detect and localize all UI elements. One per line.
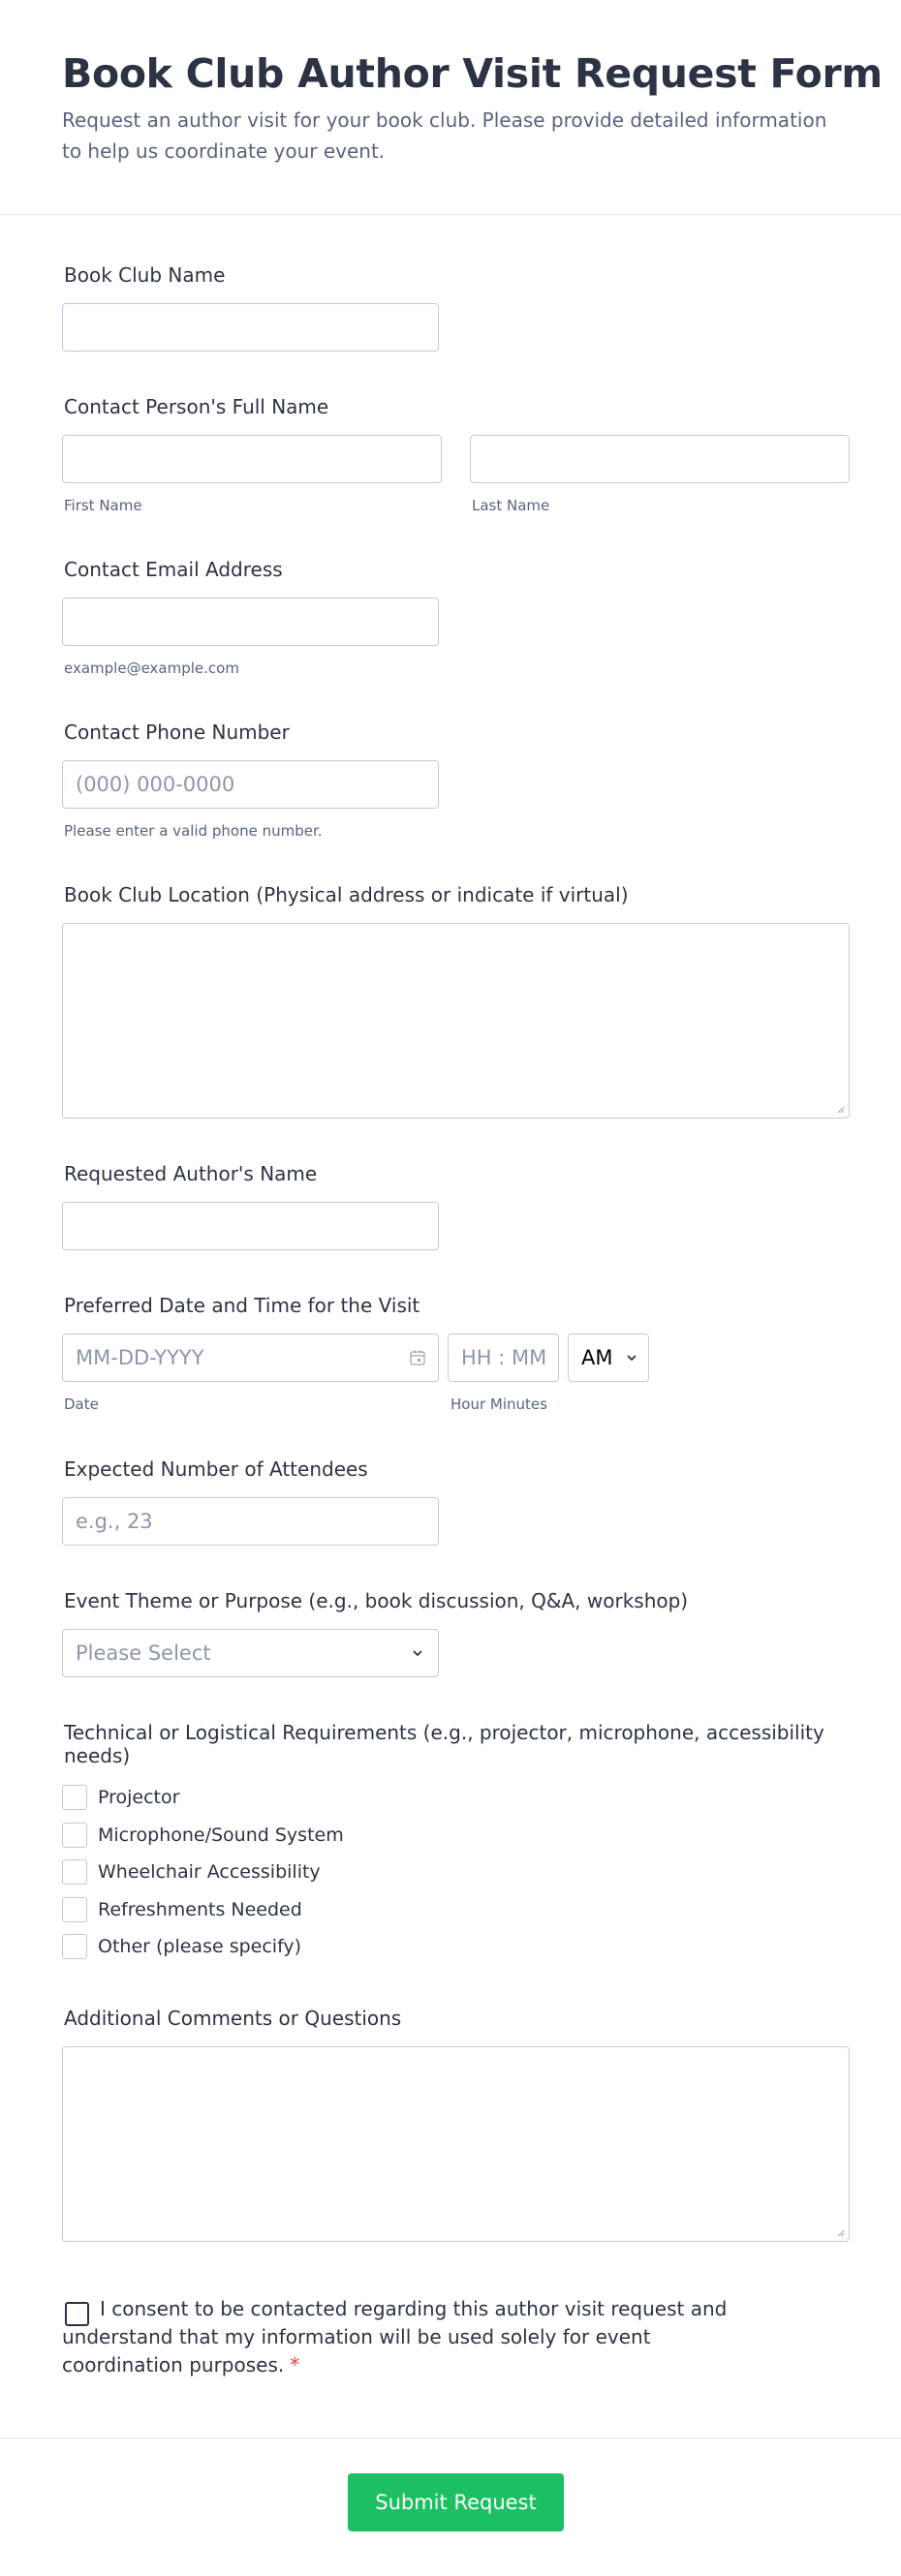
resize-grip-icon[interactable] bbox=[835, 2227, 845, 2237]
book-club-name-label: Book Club Name bbox=[64, 263, 226, 287]
checkbox-label[interactable]: Refreshments Needed bbox=[98, 1899, 302, 1920]
checkbox[interactable] bbox=[62, 1934, 87, 1959]
required-asterisk: * bbox=[290, 2353, 300, 2377]
theme-select[interactable] bbox=[62, 1629, 439, 1677]
last-name-sublabel: Last Name bbox=[472, 497, 550, 514]
email-sublabel: example@example.com bbox=[64, 659, 239, 677]
time-input[interactable]: HH : MM bbox=[448, 1334, 559, 1382]
email-label: Contact Email Address bbox=[64, 558, 283, 581]
last-name-input[interactable] bbox=[470, 435, 850, 483]
page-subtitle: Request an author visit for your book club. Please provide detailed information to help us coordinate your event. bbox=[62, 108, 827, 163]
time-sublabel: Hour Minutes bbox=[450, 1395, 547, 1413]
date-input[interactable] bbox=[62, 1334, 439, 1382]
first-name-sublabel: First Name bbox=[64, 497, 142, 514]
checkbox[interactable] bbox=[62, 1859, 87, 1885]
email-input[interactable] bbox=[62, 598, 439, 646]
author-label: Requested Author's Name bbox=[64, 1162, 318, 1185]
location-textarea[interactable] bbox=[62, 923, 850, 1119]
checkbox[interactable] bbox=[62, 1897, 87, 1922]
requirements-label: Technical or Logistical Requirements (e.g., projector, microphone, accessibility needs) bbox=[64, 1721, 824, 1767]
chevron-down-icon bbox=[625, 1351, 638, 1365]
chevron-down-icon bbox=[411, 1646, 424, 1660]
ampm-value: AM bbox=[581, 1346, 613, 1369]
phone-label: Contact Phone Number bbox=[64, 721, 290, 744]
theme-placeholder: Please Select bbox=[76, 1641, 211, 1665]
comments-label: Additional Comments or Questions bbox=[64, 2007, 402, 2030]
location-label: Book Club Location (Physical address or indicate if virtual) bbox=[64, 883, 629, 906]
consent-text: I consent to be contacted regarding this author visit request and understand that my information will be used solely for event coordination purposes. bbox=[62, 2297, 728, 2377]
submit-button[interactable]: Submit Request bbox=[348, 2473, 564, 2531]
checkbox[interactable] bbox=[62, 1823, 87, 1848]
date-placeholder: MM-DD-YYYY bbox=[76, 1346, 204, 1369]
contact-name-label: Contact Person's Full Name bbox=[64, 395, 329, 418]
attendees-label: Expected Number of Attendees bbox=[64, 1457, 368, 1481]
phone-sublabel: Please enter a valid phone number. bbox=[64, 822, 323, 840]
checkbox[interactable] bbox=[62, 1785, 87, 1810]
comments-textarea[interactable] bbox=[62, 2046, 850, 2242]
checkbox-label[interactable]: Projector bbox=[98, 1787, 180, 1808]
ampm-select[interactable] bbox=[568, 1334, 649, 1382]
checkbox-label[interactable]: Wheelchair Accessibility bbox=[98, 1861, 321, 1883]
attendees-input[interactable]: e.g., 23 bbox=[62, 1497, 439, 1546]
checkbox-label[interactable]: Microphone/Sound System bbox=[98, 1825, 344, 1846]
form-header bbox=[0, 0, 901, 215]
book-club-name-input[interactable] bbox=[62, 303, 439, 352]
resize-grip-icon[interactable] bbox=[835, 1104, 845, 1114]
author-input[interactable] bbox=[62, 1202, 439, 1250]
date-sublabel: Date bbox=[64, 1395, 99, 1413]
phone-input[interactable]: (000) 000-0000 bbox=[62, 760, 439, 809]
calendar-icon[interactable] bbox=[409, 1349, 426, 1366]
consent-label[interactable] bbox=[62, 2295, 740, 2379]
theme-label: Event Theme or Purpose (e.g., book discussion, Q&A, workshop) bbox=[64, 1589, 689, 1612]
checkbox-label[interactable]: Other (please specify) bbox=[98, 1936, 302, 1957]
datetime-label: Preferred Date and Time for the Visit bbox=[64, 1294, 420, 1317]
page-title: Book Club Author Visit Request Form bbox=[62, 50, 883, 97]
first-name-input[interactable] bbox=[62, 435, 442, 483]
